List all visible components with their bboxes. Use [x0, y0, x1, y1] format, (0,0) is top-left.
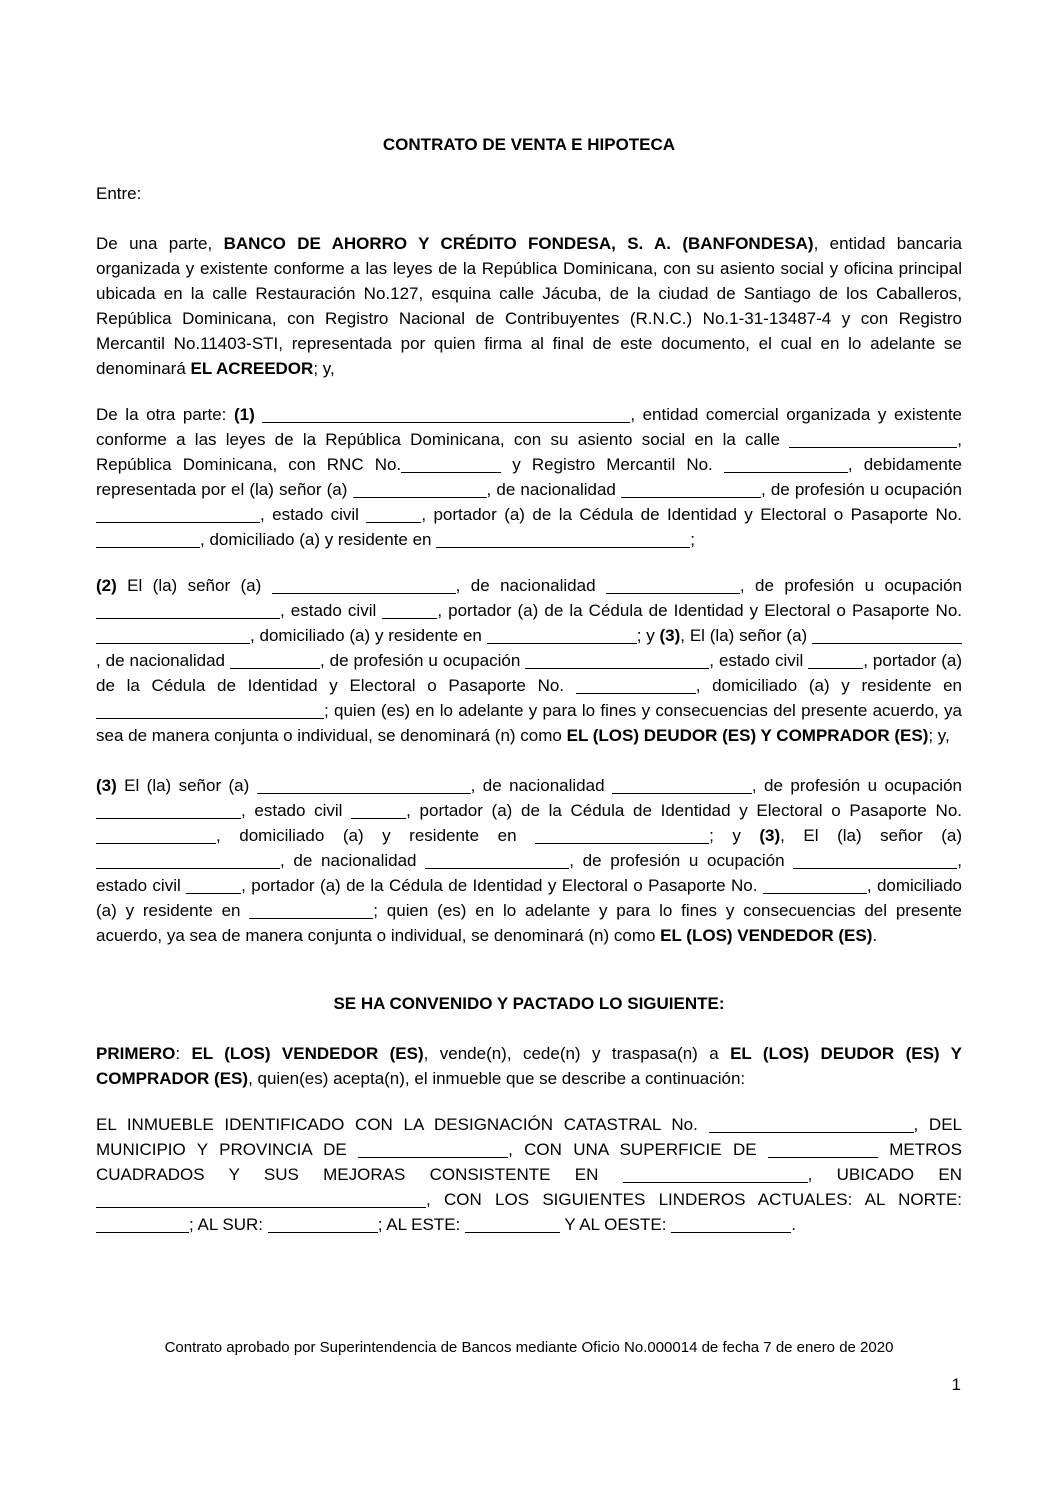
blank-fill-line: [487, 642, 637, 644]
blank-fill-line: [535, 842, 709, 844]
blank-fill-line: [96, 1231, 189, 1233]
blank-fill-line: [96, 642, 250, 644]
blank-fill-line: [96, 521, 260, 523]
blank-fill-line: [623, 1181, 808, 1183]
paragraph-vendedor: (3) El (la) señor (a) , de nacionalidad , de profesión u ocupación , estado civil , portador (a) de la Cédula de Identidad y Electoral o Pasaporte No. , domiciliado (a) y residente en ; y (3), El (la) señor (a) , de nacionalidad , de profesión u ocupación , estado civil , portador (a) de la Cédula de Identidad y Electoral o Pasaporte No. , domiciliado (a) y residente en ; quien (es) en lo adelante y para lo fines y consecuencias del presente acuerdo, ya sea de manera conjunta o individual, se denominará (n) como EL (LOS) VENDEDOR (ES).: [96, 776, 963, 945]
blank-fill-line: [366, 521, 421, 523]
blank-fill-line: [671, 1231, 791, 1233]
blank-fill-line: [525, 667, 709, 669]
blank-fill-line: [606, 592, 740, 594]
blank-fill-line: [249, 917, 373, 919]
blank-fill-line: [793, 867, 957, 869]
salutation-entre: Entre:: [96, 184, 142, 203]
blank-fill-line: [621, 496, 761, 498]
bold-text: PRIMERO: [96, 1044, 176, 1063]
document-title: CONTRATO DE VENTA E HIPOTECA: [382, 135, 676, 154]
blank-fill-line: [812, 642, 962, 644]
paragraph-acreedor: De una parte, BANCO DE AHORRO Y CRÉDITO FONDESA, S. A. (BANFONDESA), entidad bancaria organizada y existente conforme a las leyes de la República Dominicana, con su asiento social y oficina principal ubicada en la calle Restauración No.127, esquina calle Jácuba, de la ciudad de Santiago de los Caballeros, República Dominicana, con Registro Nacional de Contribuyentes (R.N.C.) No.1-31-13487-4 y con Registro Mercantil No.11403-STI, representada por quien firma al final de este documento, el cual en lo adelante se denominará EL ACREEDOR; y,: [96, 234, 962, 378]
bold-text: EL (LOS) DEUDOR (ES) Y COMPRADOR (ES): [96, 1044, 962, 1088]
blank-fill-line: [268, 1231, 378, 1233]
blank-fill-line: [96, 817, 241, 819]
agreement-heading: SE HA CONVENIDO Y PACTADO LO SIGUIENTE:: [333, 994, 725, 1013]
blank-fill-line: [262, 421, 630, 423]
paragraph-comprador-2-3: (2) El (la) señor (a) , de nacionalidad , de profesión u ocupación , estado civil , portador (a) de la Cédula de Identidad y Electoral o Pasaporte No. , domiciliado (a) y residente en ; y (3), El (la) señor (a) , de nacionalidad , de profesión u ocupación , estado civil , portador (a) de la Cédula de Identidad y Electoral o Pasaporte No. , domiciliado (a) y residente en ; quien (es) en lo adelante y para lo fines y consecuencias del presente acuerdo, ya sea de manera conjunta o individual, se denominará (n) como EL (LOS) DEUDOR (ES) Y COMPRADOR (ES); y,: [96, 576, 962, 745]
bold-text: (3): [96, 776, 117, 795]
bold-text: (3): [759, 826, 781, 845]
page-number: 1: [951, 1375, 961, 1394]
blank-fill-line: [96, 717, 324, 719]
blank-fill-line: [768, 1156, 878, 1158]
blank-fill-line: [763, 892, 867, 894]
blank-fill-line: [272, 592, 456, 594]
bold-text: BANCO DE AHORRO Y CRÉDITO FONDESA, S. A. (BANFONDESA): [223, 234, 814, 253]
blank-fill-line: [353, 496, 487, 498]
blank-fill-line: [358, 1156, 508, 1158]
bold-text: (1): [233, 405, 255, 424]
paragraph-comprador-1: De la otra parte: (1) , entidad comercial organizada y existente conforme a las leyes de la República Dominicana, con su asiento social en la calle , República Dominicana, con RNC No. y Registro Mercantil No. , debidamente representada por el (la) señor (a) , de nacionalidad , de profesión u ocupación , estado civil , portador (a) de la Cédula de Identidad y Electoral o Pasaporte No. , domiciliado (a) y residente en ;: [96, 405, 962, 549]
blank-fill-line: [724, 471, 848, 473]
blank-fill-line: [465, 1231, 560, 1233]
bold-text: (3): [659, 626, 681, 645]
blank-fill-line: [96, 546, 200, 548]
blank-fill-line: [257, 792, 471, 794]
blank-fill-line: [96, 842, 216, 844]
blank-fill-line: [436, 546, 690, 548]
blank-fill-line: [576, 692, 696, 694]
blank-fill-line: [96, 1206, 426, 1208]
bold-text: EL (LOS) VENDEDOR (ES): [660, 926, 873, 945]
blank-fill-line: [186, 892, 241, 894]
bold-text: EL ACREEDOR: [190, 359, 314, 378]
blank-fill-line: [401, 471, 501, 473]
bold-text: EL (LOS) VENDEDOR (ES): [191, 1044, 424, 1063]
blank-fill-line: [382, 617, 437, 619]
paragraph-clausula-primero: PRIMERO: EL (LOS) VENDEDOR (ES), vende(n), cede(n) y traspasa(n) a EL (LOS) DEUDOR (ES) Y COMPRADOR (ES), quien(es) acepta(n), el inmueble que se describe a continuación:: [96, 1044, 962, 1088]
paragraph-descripcion-inmueble: EL INMUEBLE IDENTIFICADO CON LA DESIGNACIÓN CATASTRAL No. , DEL MUNICIPIO Y PROVINCIA DE , CON UNA SUPERFICIE DE METROS CUADRADOS Y SUS MEJORAS CONSISTENTE EN , UBICADO EN , CON LOS SIGUIENTES LINDEROS ACTUALES: AL NORTE: ; AL SUR: ; AL ESTE: Y AL OESTE: .: [96, 1115, 962, 1234]
blank-fill-line: [808, 667, 863, 669]
blank-fill-line: [789, 446, 957, 448]
blank-fill-line: [425, 867, 569, 869]
bold-text: EL (LOS) DEUDOR (ES) Y COMPRADOR (ES): [566, 726, 929, 745]
blank-fill-line: [612, 792, 752, 794]
blank-fill-line: [709, 1131, 914, 1133]
footer-approval-note: Contrato aprobado por Superintendencia de Bancos mediante Oficio No.000014 de fecha 7 de enero de 2020: [164, 1339, 894, 1356]
blank-fill-line: [351, 817, 406, 819]
blank-fill-line: [230, 667, 320, 669]
blank-fill-line: [96, 867, 280, 869]
bold-text: (2): [96, 576, 117, 595]
blank-fill-line: [96, 617, 280, 619]
